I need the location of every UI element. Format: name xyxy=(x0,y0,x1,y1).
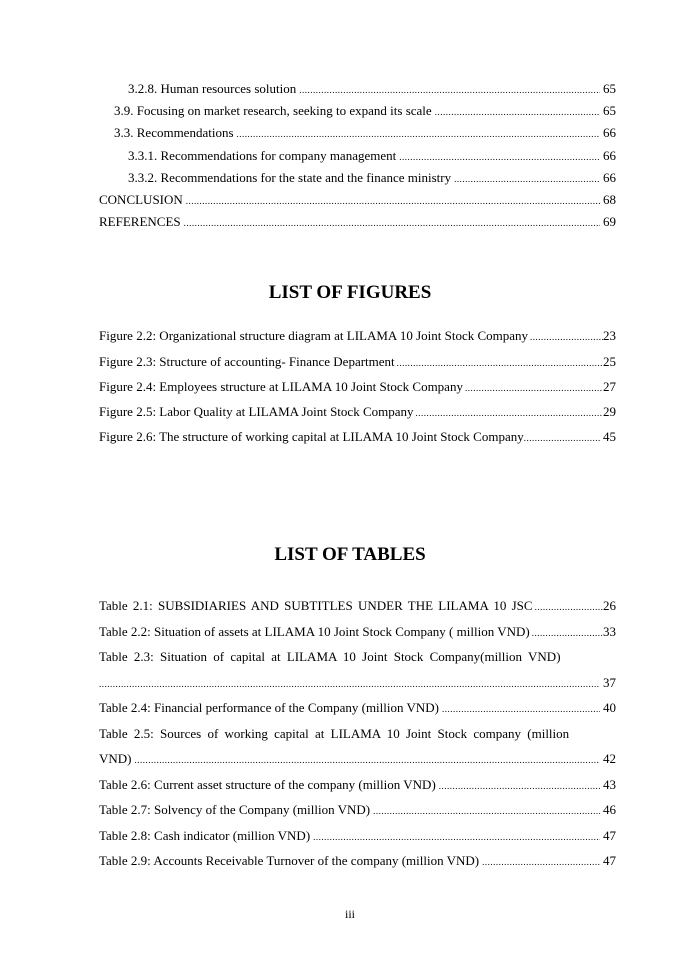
table-entry-page: 43 xyxy=(603,777,616,792)
table-entry-label: Table 2.5: Sources of working capital at LILAMA 10 Joint Stock company (million xyxy=(99,726,570,741)
table-entry-page: 46 xyxy=(603,802,616,817)
leader-dots xyxy=(313,829,600,845)
toc-entry-page: 66 xyxy=(603,125,616,140)
table-entry-page: 33 xyxy=(603,624,616,639)
toc-entry[interactable] xyxy=(99,214,616,231)
figure-entry-label: Figure 2.4: Employees structure at LILAMA 10 Joint Stock Company xyxy=(99,379,463,394)
table-entry-page: 47 xyxy=(603,828,616,843)
list-of-figures-heading: LIST OF FIGURES xyxy=(268,282,432,303)
leader-dots xyxy=(135,752,601,768)
leader-dots xyxy=(482,854,600,870)
toc-entry[interactable] xyxy=(99,192,616,209)
table-entry-label: Table 2.2: Situation of assets at LILAMA 10 Joint Stock Company ( million VND) xyxy=(99,624,530,639)
table-entry-continuation[interactable] xyxy=(99,675,616,692)
leader-dots xyxy=(465,380,603,396)
figure-entry[interactable] xyxy=(99,354,616,371)
leader-dots xyxy=(439,778,600,794)
figure-entry[interactable] xyxy=(99,429,616,446)
leader-dots xyxy=(435,104,600,120)
toc-entry-label: 3.3.2. Recommendations for the state and the finance ministry xyxy=(128,170,452,185)
figure-entry-page: 25 xyxy=(603,354,616,369)
figure-entry-page: 27 xyxy=(603,379,616,394)
toc-entry-page: 66 xyxy=(603,170,616,185)
figure-entry-label: Figure 2.2: Organizational structure diagram at LILAMA 10 Joint Stock Company xyxy=(99,328,529,343)
table-entry[interactable] xyxy=(99,828,616,845)
toc-entry-page: 65 xyxy=(603,81,616,96)
leader-dots xyxy=(442,701,600,717)
toc-entry-page: 65 xyxy=(603,103,616,118)
table-entry-page: 26 xyxy=(603,598,616,613)
table-entry[interactable] xyxy=(99,624,616,641)
toc-entry-label: CONCLUSION xyxy=(99,192,183,207)
figure-entry-page: 29 xyxy=(603,404,616,419)
toc-entry[interactable] xyxy=(114,103,616,120)
page-number: iii xyxy=(344,907,355,921)
figure-entry-label: Figure 2.6: The structure of working capital at LILAMA 10 Joint Stock Company xyxy=(99,429,524,444)
toc-entry-label: 3.2.8. Human resources solution xyxy=(128,81,297,96)
leader-dots xyxy=(399,149,600,165)
table-entry-continuation[interactable] xyxy=(99,751,616,768)
leader-dots xyxy=(184,215,600,231)
table-entry-label-continued: VND) xyxy=(99,751,132,766)
leader-dots xyxy=(397,355,603,371)
leader-dots xyxy=(454,171,600,187)
figure-entry-label: Figure 2.3: Structure of accounting- Finance Department xyxy=(99,354,395,369)
toc-entry-label: REFERENCES xyxy=(99,214,181,229)
toc-entry[interactable] xyxy=(128,81,616,98)
list-of-tables-heading: LIST OF TABLES xyxy=(274,544,426,565)
leader-dots xyxy=(237,126,600,142)
table-entry-page: 40 xyxy=(603,700,616,715)
leader-dots xyxy=(524,430,600,446)
toc-entry-label: 3.3. Recommendations xyxy=(114,125,234,140)
leader-dots xyxy=(535,599,603,615)
leader-dots xyxy=(416,405,604,421)
table-entry-label: Table 2.4: Financial performance of the Company (million VND) xyxy=(99,700,440,715)
table-entry-label: Table 2.8: Cash indicator (million VND) xyxy=(99,828,311,843)
toc-entry[interactable] xyxy=(128,148,616,165)
table-entry-label: Table 2.9: Accounts Receivable Turnover of the company (million VND) xyxy=(99,853,480,868)
leader-dots xyxy=(299,82,600,98)
toc-entry[interactable] xyxy=(128,170,616,187)
leader-dots xyxy=(532,625,603,641)
leader-dots xyxy=(373,803,600,819)
toc-entry-page: 66 xyxy=(603,148,616,163)
table-entry[interactable] xyxy=(99,700,616,717)
table-entry-page: 42 xyxy=(603,751,616,766)
table-entry-first-line[interactable] xyxy=(99,649,616,665)
table-entry-label: Table 2.7: Solvency of the Company (million VND) xyxy=(99,802,371,817)
toc-entry[interactable] xyxy=(114,125,616,142)
toc-entry-page: 69 xyxy=(603,214,616,229)
toc-entry-page: 68 xyxy=(603,192,616,207)
figure-entry[interactable] xyxy=(99,328,616,345)
leader-dots xyxy=(530,329,603,345)
table-entry[interactable] xyxy=(99,777,616,794)
figure-entry-page: 23 xyxy=(603,328,616,343)
toc-entry-label: 3.3.1. Recommendations for company management xyxy=(128,148,397,163)
toc-entry-label: 3.9. Focusing on market research, seeking to expand its scale xyxy=(114,103,432,118)
table-entry[interactable] xyxy=(99,853,616,870)
leader-dots xyxy=(186,193,600,209)
figure-entry-page: 45 xyxy=(603,429,616,444)
table-entry-first-line[interactable] xyxy=(99,726,616,742)
table-entry-page: 37 xyxy=(603,675,616,690)
table-entry[interactable] xyxy=(99,598,616,615)
table-entry-label: Table 2.1: SUBSIDIARIES AND SUBTITLES UNDER THE LILAMA 10 JSC xyxy=(99,598,533,613)
figure-entry[interactable] xyxy=(99,379,616,396)
figure-entry[interactable] xyxy=(99,404,616,421)
table-entry-label: Table 2.6: Current asset structure of the company (million VND) xyxy=(99,777,436,792)
leader-dots xyxy=(99,676,600,692)
table-entry-page: 47 xyxy=(603,853,616,868)
table-entry[interactable] xyxy=(99,802,616,819)
figure-entry-label: Figure 2.5: Labor Quality at LILAMA Joint Stock Company xyxy=(99,404,414,419)
table-entry-label: Table 2.3: Situation of capital at LILAMA 10 Joint Stock Company(million VND) xyxy=(99,649,561,664)
